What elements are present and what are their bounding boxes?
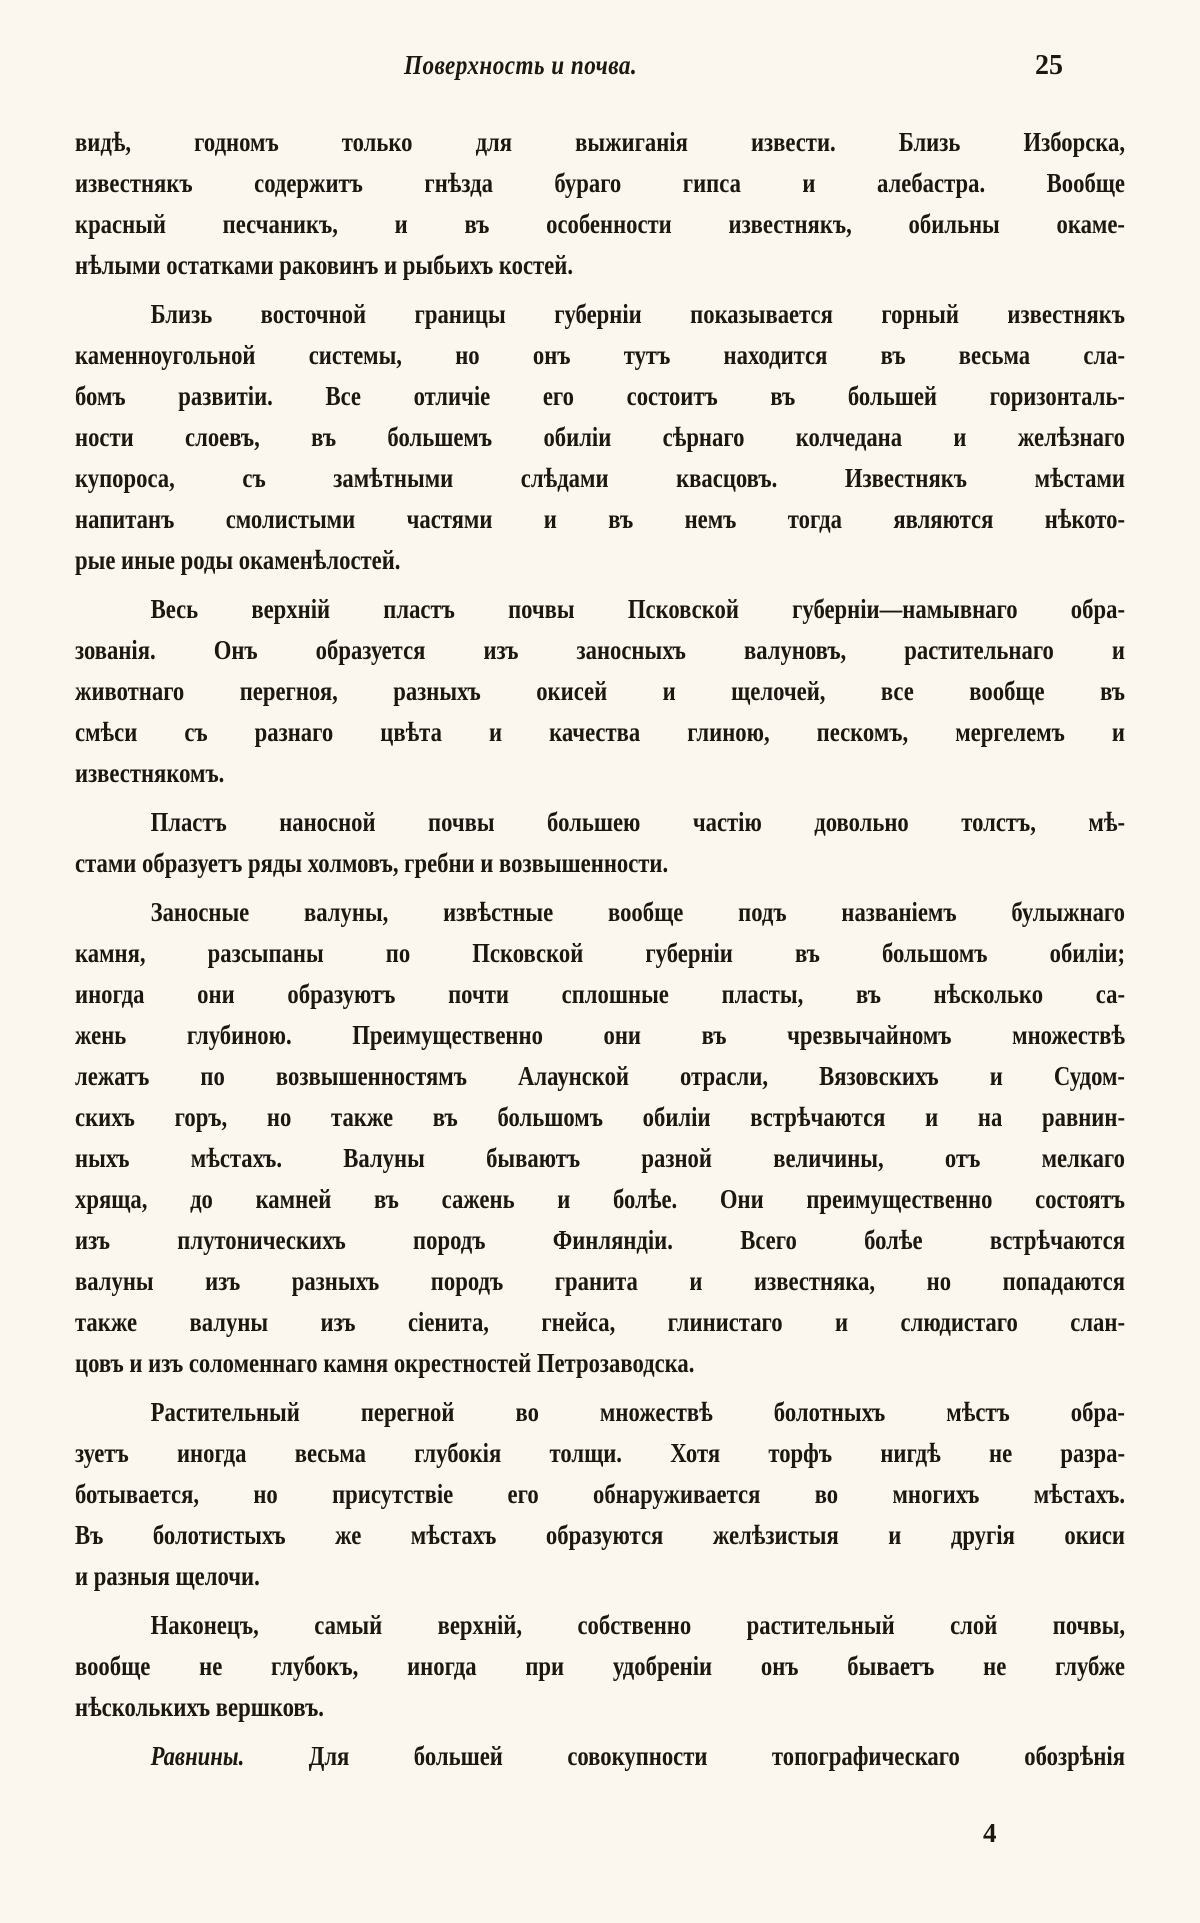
section-text: Для большей совокупности топографическаго обозрѣнія — [244, 1741, 1125, 1771]
text-line: бомъ развитіи. Все отличіе его состоитъ въ большей горизонталь- — [75, 381, 1125, 411]
text-line: стами образуетъ ряды холмовъ, гребни и возвышенности. — [75, 848, 669, 878]
text-line: зуетъ иногда весьма глубокія толщи. Хотя торфъ нигдѣ не разра- — [75, 1438, 1125, 1468]
paragraph — [75, 1605, 1125, 1728]
paragraph — [75, 892, 1125, 1384]
text-line: лежатъ по возвышенностямъ Алаунской отрасли, Вязовскихъ и Судом- — [75, 1061, 1125, 1091]
text-line: ботывается, но присутствіе его обнаруживается во многихъ мѣстахъ. — [75, 1479, 1125, 1509]
text-line: напитанъ смолистыми частями и въ немъ тогда являются нѣкото- — [75, 504, 1125, 534]
text-line: нѣсколькихъ вершковъ. — [75, 1692, 324, 1722]
text-line: известнякъ содержитъ гнѣзда бураго гипса и алебастра. Вообще — [75, 168, 1125, 198]
paragraph — [75, 1736, 1125, 1777]
body-text — [75, 122, 1125, 1785]
text-line: Весь верхній пластъ почвы Псковской губерніи—намывнаго обра- — [150, 594, 1126, 624]
text-line: Растительный перегной во множествѣ болотныхъ мѣстъ обра- — [150, 1397, 1126, 1427]
running-head — [0, 50, 1200, 94]
text-line: смѣси съ разнаго цвѣта и качества глиною, пескомъ, мергелемъ и — [75, 717, 1125, 747]
text-line: цовъ и изъ соломеннаго камня окрестностей Петрозаводска. — [75, 1348, 695, 1378]
text-line: ности слоевъ, въ большемъ обиліи сѣрнаго колчедана и желѣзнаго — [75, 422, 1125, 452]
paragraph — [75, 589, 1125, 794]
signature-mark: 4 — [983, 1818, 997, 1848]
text-line: жень глубиною. Преимущественно они въ чрезвычайномъ множествѣ — [75, 1020, 1125, 1050]
paragraph — [75, 122, 1125, 286]
text-line: иногда они образуютъ почти сплошные пласты, въ нѣсколько са- — [75, 979, 1125, 1009]
text-line: Пластъ наносной почвы большею частію довольно толстъ, мѣ- — [150, 807, 1126, 837]
section-lead: Равнины. — [150, 1741, 245, 1771]
text-line: Наконецъ, самый верхній, собственно растительный слой почвы, — [150, 1610, 1126, 1640]
text-line: каменноугольной системы, но онъ тутъ находится въ весьма сла- — [75, 340, 1125, 370]
text-line: видѣ, годномъ только для выжиганія извести. Близь Изборска, — [75, 127, 1125, 157]
text-line: Въ болотистыхъ же мѣстахъ образуются желѣзистыя и другія окиси — [75, 1520, 1125, 1550]
text-line: хряща, до камней въ сажень и болѣе. Они преимущественно состоятъ — [75, 1184, 1125, 1214]
text-line: красный песчаникъ, и въ особенности известнякъ, обильны окаме- — [75, 209, 1125, 239]
paragraph — [75, 802, 1125, 884]
text-line: ныхъ мѣстахъ. Валуны бываютъ разной величины, отъ мелкаго — [75, 1143, 1125, 1173]
text-line: нѣлыми остатками раковинъ и рыбьихъ костей. — [75, 250, 573, 280]
text-line: и разныя щелочи. — [75, 1561, 260, 1591]
text-line: зованія. Онъ образуется изъ заносныхъ валуновъ, растительнаго и — [75, 635, 1125, 665]
page-number: 25 — [1035, 50, 1063, 81]
running-title: Поверхность и почва. — [404, 50, 638, 80]
text-line: вообще не глубокъ, иногда при удобреніи онъ бываетъ не глубже — [75, 1651, 1125, 1681]
text-line: камня, разсыпаны по Псковской губерніи въ большомъ обиліи; — [75, 938, 1125, 968]
text-line: скихъ горъ, но также въ большомъ обиліи встрѣчаются и на равнин- — [75, 1102, 1125, 1132]
text-line: валуны изъ разныхъ породъ гранита и известняка, но попадаются — [75, 1266, 1125, 1296]
text-line: также валуны изъ сіенита, гнейса, глинистаго и слюдистаго слан- — [75, 1307, 1125, 1337]
text-line: известнякомъ. — [75, 758, 225, 788]
paragraph — [75, 1392, 1125, 1597]
text-line: Близь восточной границы губерніи показывается горный известнякъ — [150, 299, 1126, 329]
text-line: рые иные роды окаменѣлостей. — [75, 545, 401, 575]
paragraph — [75, 294, 1125, 581]
text-line: изъ плутоническихъ породъ Финляндіи. Всего болѣе встрѣчаются — [75, 1225, 1125, 1255]
text-line: животнаго перегноя, разныхъ окисей и щелочей, все вообще въ — [75, 676, 1125, 706]
text-line: купороса, съ замѣтными слѣдами квасцовъ. Известнякъ мѣстами — [75, 463, 1125, 493]
text-line — [75, 1736, 1125, 1777]
text-line: Заносные валуны, извѣстные вообще подъ названіемъ булыжнаго — [150, 897, 1126, 927]
